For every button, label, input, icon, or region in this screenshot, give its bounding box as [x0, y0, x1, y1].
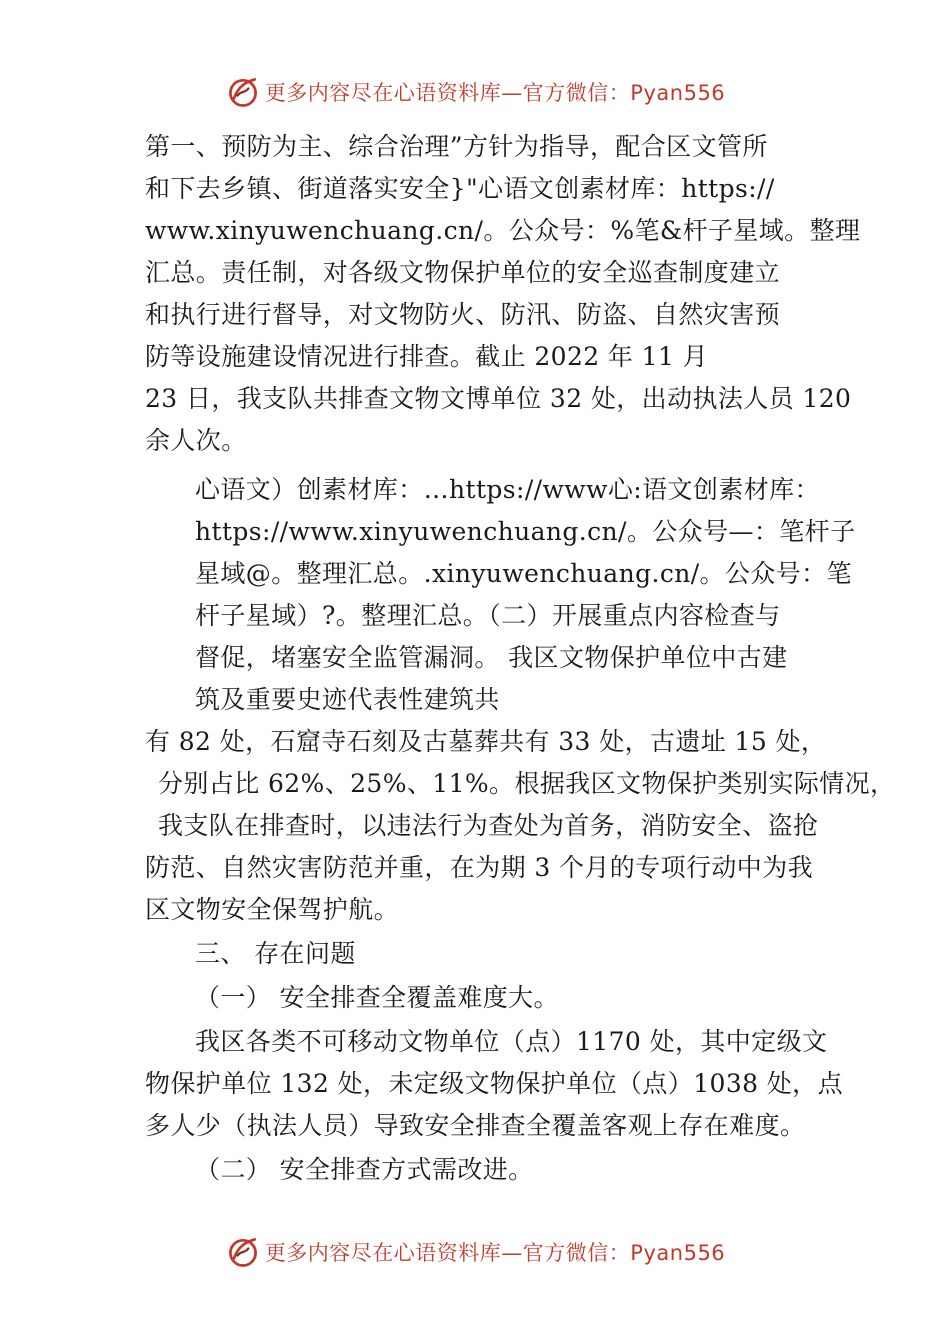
body-line: 多人少（执法人员）导致安全排查全覆盖客观上存在难度。: [145, 1111, 806, 1140]
header-banner: [0, 70, 950, 114]
body-line: 汇总。责任制，对各级文物保护单位的安全巡查制度建立: [145, 258, 781, 287]
body-line: 和执行进行督导，对文物防火、防汛、防盗、自然灾害预: [145, 300, 781, 329]
body-line: 筑及重要史迹代表性建筑共: [195, 685, 500, 714]
header-banner-text: 更多内容尽在心语资料库—官方微信：Pyan556: [264, 81, 726, 105]
body-line: 心语文）创素材库：…https://www心:语文创素材库：: [195, 475, 820, 504]
body-line: www.xinyuwenchuang.cn/。公众号：%笔&杆子星域。整理: [145, 216, 861, 245]
section-heading: 三、 存在问题: [195, 939, 356, 968]
body-line: 星域@。整理汇总。.xinyuwenchuang.cn/。公众号：笔: [195, 559, 852, 588]
body-line: 余人次。: [145, 426, 247, 455]
body-line: 我支队在排查时，以违法行为查处为首务，消防安全、盗抢: [158, 811, 819, 840]
footer-banner: [0, 1230, 950, 1274]
swirl-logo-icon: [225, 74, 261, 110]
body-line: 分别占比 62%、25%、11%。根据我区文物保护类别实际情况，: [158, 769, 896, 798]
body-line: https://www.xinyuwenchuang.cn/。公众号—：笔杆子: [195, 517, 856, 546]
body-line: 督促，堵塞安全监管漏洞。 我区文物保护单位中古建: [195, 643, 788, 672]
body-line: 第一、预防为主、综合治理”方针为指导，配合区文管所: [145, 132, 768, 161]
body-line: 我区各类不可移动文物单位（点）1170 处，其中定级文: [195, 1027, 828, 1056]
body-line: 防范、自然灾害防范并重，在为期 3 个月的专项行动中为我: [145, 853, 814, 882]
body-line: 有 82 处，石窟寺石刻及古墓葬共有 33 处，古遗址 15 处，: [145, 727, 827, 756]
body-line: 23 日，我支队共排查文物文博单位 32 处，出动执法人员 120: [145, 384, 852, 413]
subsection-heading: （一） 安全排查全覆盖难度大。: [195, 983, 559, 1012]
footer-banner-text: 更多内容尽在心语资料库—官方微信：Pyan556: [264, 1241, 726, 1265]
body-line: 杆子星域）?。整理汇总。（二）开展重点内容检查与: [195, 601, 781, 630]
subsection-heading: （二） 安全排查方式需改进。: [195, 1155, 534, 1184]
body-line: 防等设施建设情况进行排查。截止 2022 年 11 月: [145, 342, 709, 371]
body-line: 区文物安全保驾护航。: [145, 895, 400, 924]
swirl-logo-icon: [225, 1234, 261, 1270]
body-line: 物保护单位 132 处，未定级文物保护单位（点）1038 处，点: [145, 1069, 843, 1098]
body-line: 和下去乡镇、街道落实安全}"心语文创素材库：https://: [145, 174, 775, 203]
